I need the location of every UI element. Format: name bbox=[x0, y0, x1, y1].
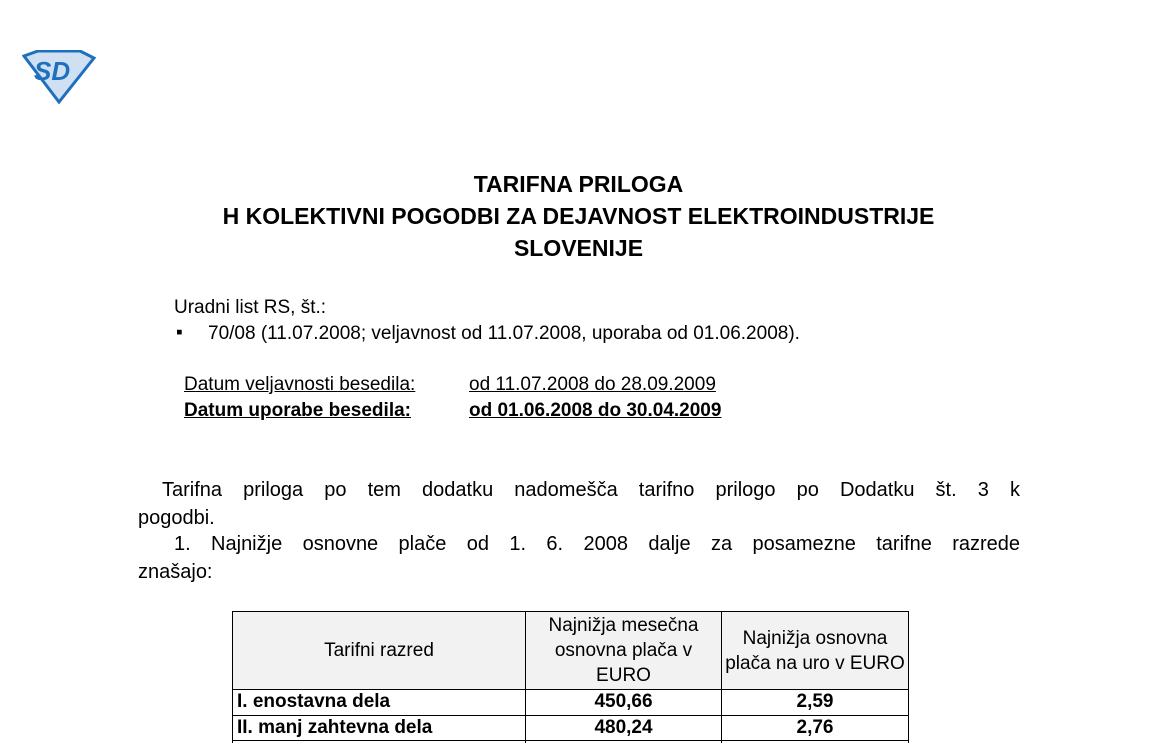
header-hourly-salary: Najnižja osnovna plača na uro v EURO bbox=[722, 612, 909, 690]
tariff-class: I. enostavna dela bbox=[233, 690, 526, 716]
hourly-salary: 2,76 bbox=[722, 715, 909, 741]
table-header-row bbox=[233, 612, 909, 690]
title-line-1: TARIFNA PRILOGA bbox=[473, 171, 684, 197]
bullet-icon: ▪ bbox=[176, 322, 183, 343]
validity-label: Datum veljavnosti besedila: bbox=[184, 374, 416, 395]
svg-text:SD: SD bbox=[34, 56, 71, 86]
gazette-label: Uradni list RS, št.: bbox=[174, 297, 327, 318]
title-line-2: H KOLEKTIVNI POGODBI ZA DEJAVNOST ELEKTROINDUSTRIJE bbox=[222, 203, 935, 229]
paragraph-1-line-2: pogodbi. bbox=[138, 507, 215, 529]
paragraph-2-line-1: 1. Najnižje osnovne plače od 1. 6. 2008 dalje za posamezne tarifne razrede bbox=[174, 533, 1020, 555]
paragraph-1-line-1: Tarifna priloga po tem dodatku nadomešča tarifno prilogo po Dodatku št. 3 k bbox=[162, 479, 1020, 501]
salary-table bbox=[232, 611, 909, 743]
validity-value: od 11.07.2008 do 28.09.2009 bbox=[469, 374, 716, 395]
header-monthly-salary: Najnižja mesečna osnovna plača v EURO bbox=[526, 612, 722, 690]
usage-label: Datum uporabe besedila: bbox=[184, 400, 411, 421]
monthly-salary: 480,24 bbox=[526, 715, 722, 741]
paragraph-2-line-2: znašajo: bbox=[138, 561, 213, 583]
table-row bbox=[233, 690, 909, 716]
logo-icon bbox=[22, 50, 96, 104]
title-line-3: SLOVENIJE bbox=[513, 235, 644, 261]
hourly-salary: 2,59 bbox=[722, 690, 909, 716]
table-row bbox=[233, 715, 909, 741]
monthly-salary: 450,66 bbox=[526, 690, 722, 716]
gazette-item: 70/08 (11.07.2008; veljavnost od 11.07.2008, uporaba od 01.06.2008). bbox=[208, 323, 800, 344]
header-tariff-class: Tarifni razred bbox=[233, 612, 526, 690]
tariff-class: II. manj zahtevna dela bbox=[233, 715, 526, 741]
usage-value: od 01.06.2008 do 30.04.2009 bbox=[469, 400, 722, 421]
